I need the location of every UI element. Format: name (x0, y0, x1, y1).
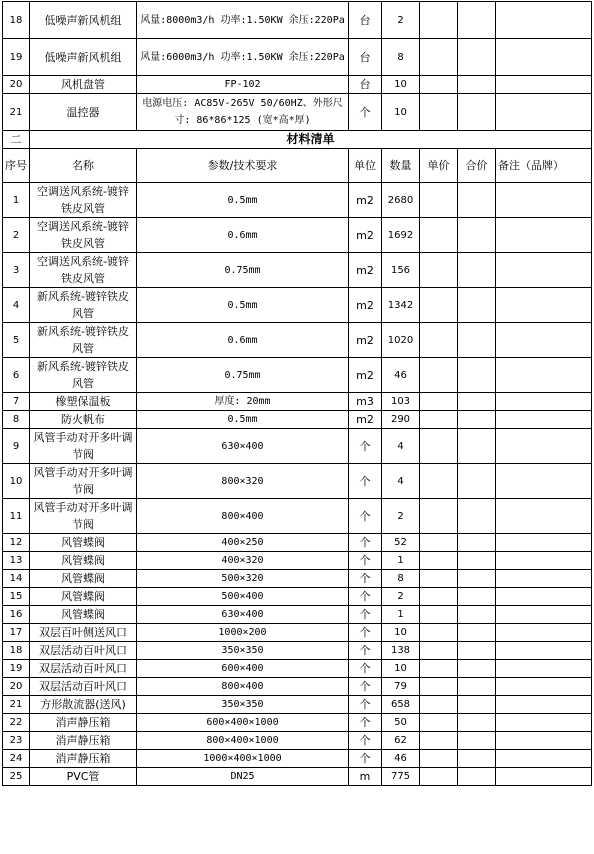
item-price (420, 76, 458, 94)
item-remark (496, 750, 592, 768)
item-remark (496, 429, 592, 464)
item-qty: 1 (382, 552, 420, 570)
header-price: 单价 (420, 149, 458, 183)
item-unit: 个 (349, 732, 382, 750)
item-remark (496, 588, 592, 606)
row-number: 9 (3, 429, 30, 464)
item-total (458, 660, 496, 678)
item-name: 温控器 (30, 94, 137, 131)
table-row (3, 218, 592, 253)
item-remark (496, 218, 592, 253)
item-qty: 8 (382, 570, 420, 588)
item-unit: m2 (349, 323, 382, 358)
item-name: 新风系统-镀锌铁皮风管 (30, 323, 137, 358)
item-qty: 10 (382, 660, 420, 678)
item-unit: 个 (349, 642, 382, 660)
item-remark (496, 499, 592, 534)
row-number: 5 (3, 323, 30, 358)
item-name: 低噪声新风机组 (30, 2, 137, 39)
item-unit: 个 (349, 660, 382, 678)
item-price (420, 288, 458, 323)
item-name: 双层百叶侧送风口 (30, 624, 137, 642)
item-price (420, 606, 458, 624)
header-remark: 备注（品牌） (496, 149, 592, 183)
item-price (420, 358, 458, 393)
item-total (458, 624, 496, 642)
row-number: 21 (3, 696, 30, 714)
item-total (458, 253, 496, 288)
item-unit: 台 (349, 76, 382, 94)
item-name: 风管手动对开多叶调节阀 (30, 429, 137, 464)
item-total (458, 606, 496, 624)
item-qty: 1020 (382, 323, 420, 358)
item-total (458, 642, 496, 660)
row-number: 15 (3, 588, 30, 606)
item-unit: 个 (349, 696, 382, 714)
item-price (420, 534, 458, 552)
item-name: 消声静压箱 (30, 750, 137, 768)
item-param: 0.5mm (137, 288, 349, 323)
item-total (458, 218, 496, 253)
item-remark (496, 288, 592, 323)
item-param: 400×250 (137, 534, 349, 552)
item-name: 空调送风系统-镀锌铁皮风管 (30, 183, 137, 218)
table-row (3, 393, 592, 411)
item-param: 0.5mm (137, 411, 349, 429)
item-param: 1000×200 (137, 624, 349, 642)
item-total (458, 2, 496, 39)
item-unit: 台 (349, 2, 382, 39)
table-row (3, 2, 592, 39)
item-unit: 个 (349, 534, 382, 552)
table-row (3, 714, 592, 732)
table-row (3, 606, 592, 624)
row-number: 4 (3, 288, 30, 323)
item-unit: 个 (349, 552, 382, 570)
item-name: 橡塑保温板 (30, 393, 137, 411)
item-qty: 46 (382, 358, 420, 393)
row-number: 20 (3, 76, 30, 94)
item-param: 厚度: 20mm (137, 393, 349, 411)
item-name: 风管蝶阀 (30, 570, 137, 588)
item-remark (496, 552, 592, 570)
item-unit: m2 (349, 358, 382, 393)
item-param: 630×400 (137, 606, 349, 624)
item-unit: 台 (349, 39, 382, 76)
item-remark (496, 94, 592, 131)
item-name: 空调送风系统-镀锌铁皮风管 (30, 253, 137, 288)
row-number: 19 (3, 39, 30, 76)
table-row (3, 499, 592, 534)
header-param: 参数/技术要求 (137, 149, 349, 183)
item-remark (496, 358, 592, 393)
item-param: 630×400 (137, 429, 349, 464)
item-remark (496, 606, 592, 624)
row-number: 21 (3, 94, 30, 131)
row-number: 23 (3, 732, 30, 750)
item-price (420, 624, 458, 642)
row-number: 17 (3, 624, 30, 642)
item-name: 新风系统-镀锌铁皮风管 (30, 358, 137, 393)
row-number: 7 (3, 393, 30, 411)
item-total (458, 750, 496, 768)
table-row (3, 552, 592, 570)
item-total (458, 678, 496, 696)
table-row (3, 570, 592, 588)
item-price (420, 39, 458, 76)
item-param: 1000×400×1000 (137, 750, 349, 768)
table-row (3, 696, 592, 714)
item-remark (496, 464, 592, 499)
header-no: 序号 (3, 149, 30, 183)
item-total (458, 768, 496, 786)
item-qty: 4 (382, 429, 420, 464)
row-number: 22 (3, 714, 30, 732)
item-name: 消声静压箱 (30, 714, 137, 732)
item-price (420, 411, 458, 429)
table-row (3, 588, 592, 606)
item-name: 风管手动对开多叶调节阀 (30, 499, 137, 534)
item-total (458, 499, 496, 534)
item-qty: 50 (382, 714, 420, 732)
item-param: 500×320 (137, 570, 349, 588)
item-unit: m2 (349, 411, 382, 429)
table-row (3, 750, 592, 768)
item-param: 800×400×1000 (137, 732, 349, 750)
table-row (3, 768, 592, 786)
item-remark (496, 714, 592, 732)
row-number: 1 (3, 183, 30, 218)
item-qty: 10 (382, 76, 420, 94)
item-total (458, 429, 496, 464)
item-price (420, 570, 458, 588)
item-qty: 156 (382, 253, 420, 288)
item-name: 风管手动对开多叶调节阀 (30, 464, 137, 499)
item-unit: m2 (349, 183, 382, 218)
item-param: FP-102 (137, 76, 349, 94)
item-qty: 1692 (382, 218, 420, 253)
item-total (458, 534, 496, 552)
item-qty: 2 (382, 499, 420, 534)
column-header-row (3, 149, 592, 183)
item-param: 800×320 (137, 464, 349, 499)
row-number: 10 (3, 464, 30, 499)
row-number: 8 (3, 411, 30, 429)
item-price (420, 768, 458, 786)
item-param: 风量:6000m3/h 功率:1.50KW 余压:220Pa (137, 39, 349, 76)
item-name: 双层活动百叶风口 (30, 678, 137, 696)
item-price (420, 2, 458, 39)
item-unit: 个 (349, 464, 382, 499)
item-remark (496, 696, 592, 714)
item-remark (496, 534, 592, 552)
item-unit: 个 (349, 714, 382, 732)
item-qty: 138 (382, 642, 420, 660)
item-total (458, 696, 496, 714)
item-qty: 10 (382, 94, 420, 131)
item-total (458, 411, 496, 429)
item-total (458, 552, 496, 570)
table-row (3, 94, 592, 131)
item-param: 350×350 (137, 642, 349, 660)
item-param: 600×400 (137, 660, 349, 678)
item-unit: m2 (349, 288, 382, 323)
item-unit: 个 (349, 94, 382, 131)
item-price (420, 714, 458, 732)
item-param: 500×400 (137, 588, 349, 606)
row-number: 20 (3, 678, 30, 696)
item-remark (496, 323, 592, 358)
item-unit: 个 (349, 588, 382, 606)
item-remark (496, 253, 592, 288)
table-row (3, 253, 592, 288)
header-unit: 单位 (349, 149, 382, 183)
item-price (420, 732, 458, 750)
item-unit: 个 (349, 499, 382, 534)
row-number: 18 (3, 642, 30, 660)
item-param: 0.5mm (137, 183, 349, 218)
item-name: 风管蝶阀 (30, 588, 137, 606)
item-total (458, 358, 496, 393)
item-param: 风量:8000m3/h 功率:1.50KW 余压:220Pa (137, 2, 349, 39)
item-qty: 1 (382, 606, 420, 624)
item-qty: 79 (382, 678, 420, 696)
item-total (458, 588, 496, 606)
row-number: 12 (3, 534, 30, 552)
table-row (3, 429, 592, 464)
table-row (3, 534, 592, 552)
item-price (420, 642, 458, 660)
section-title: 材料清单 (30, 131, 592, 149)
item-remark (496, 660, 592, 678)
table-row (3, 39, 592, 76)
item-name: 方形散流器(送风) (30, 696, 137, 714)
item-total (458, 464, 496, 499)
item-param: 350×350 (137, 696, 349, 714)
item-total (458, 323, 496, 358)
item-qty: 1342 (382, 288, 420, 323)
item-price (420, 678, 458, 696)
item-name: 低噪声新风机组 (30, 39, 137, 76)
item-remark (496, 768, 592, 786)
item-param: 800×400 (137, 499, 349, 534)
item-price (420, 588, 458, 606)
item-remark (496, 642, 592, 660)
item-unit: m2 (349, 218, 382, 253)
item-qty: 290 (382, 411, 420, 429)
item-unit: 个 (349, 624, 382, 642)
item-price (420, 393, 458, 411)
item-price (420, 429, 458, 464)
item-total (458, 570, 496, 588)
item-name: 风管蝶阀 (30, 534, 137, 552)
item-price (420, 183, 458, 218)
item-qty: 4 (382, 464, 420, 499)
item-price (420, 660, 458, 678)
section-header-row (3, 131, 592, 149)
header-total: 合价 (458, 149, 496, 183)
item-remark (496, 76, 592, 94)
item-qty: 52 (382, 534, 420, 552)
item-name: 新风系统-镀锌铁皮风管 (30, 288, 137, 323)
item-qty: 2680 (382, 183, 420, 218)
item-param: 电源电压: AC85V-265V 50/60HZ、外形尺寸: 86*86*125 (宽*高*厚) (137, 94, 349, 131)
row-number: 16 (3, 606, 30, 624)
item-total (458, 39, 496, 76)
item-name: 双层活动百叶风口 (30, 660, 137, 678)
header-name: 名称 (30, 149, 137, 183)
row-number: 13 (3, 552, 30, 570)
item-qty: 10 (382, 624, 420, 642)
item-remark (496, 678, 592, 696)
item-unit: 个 (349, 570, 382, 588)
item-qty: 2 (382, 2, 420, 39)
item-price (420, 750, 458, 768)
item-remark (496, 570, 592, 588)
item-total (458, 714, 496, 732)
item-name: PVC管 (30, 768, 137, 786)
item-remark (496, 2, 592, 39)
table-row (3, 624, 592, 642)
item-total (458, 183, 496, 218)
item-qty: 658 (382, 696, 420, 714)
item-unit: 个 (349, 429, 382, 464)
item-price (420, 253, 458, 288)
item-price (420, 218, 458, 253)
item-name: 风管蝶阀 (30, 606, 137, 624)
item-param: 600×400×1000 (137, 714, 349, 732)
materials-table (2, 1, 592, 786)
item-qty: 8 (382, 39, 420, 76)
item-qty: 2 (382, 588, 420, 606)
item-total (458, 732, 496, 750)
item-name: 消声静压箱 (30, 732, 137, 750)
item-param: DN25 (137, 768, 349, 786)
item-unit: 个 (349, 750, 382, 768)
item-param: 800×400 (137, 678, 349, 696)
row-number: 24 (3, 750, 30, 768)
item-remark (496, 393, 592, 411)
item-name: 防火帆布 (30, 411, 137, 429)
table-row (3, 288, 592, 323)
table-row (3, 732, 592, 750)
item-qty: 46 (382, 750, 420, 768)
item-param: 0.6mm (137, 218, 349, 253)
table-row (3, 660, 592, 678)
item-remark (496, 732, 592, 750)
item-qty: 775 (382, 768, 420, 786)
item-price (420, 552, 458, 570)
row-number: 3 (3, 253, 30, 288)
item-remark (496, 39, 592, 76)
item-total (458, 393, 496, 411)
table-row (3, 183, 592, 218)
table-row (3, 358, 592, 393)
item-param: 0.75mm (137, 253, 349, 288)
table-row (3, 323, 592, 358)
item-price (420, 464, 458, 499)
item-name: 风机盘管 (30, 76, 137, 94)
row-number: 11 (3, 499, 30, 534)
table-row (3, 411, 592, 429)
item-name: 双层活动百叶风口 (30, 642, 137, 660)
item-param: 400×320 (137, 552, 349, 570)
item-remark (496, 183, 592, 218)
item-total (458, 94, 496, 131)
item-unit: 个 (349, 606, 382, 624)
item-price (420, 94, 458, 131)
table-row (3, 464, 592, 499)
item-total (458, 76, 496, 94)
item-unit: m3 (349, 393, 382, 411)
row-number: 25 (3, 768, 30, 786)
item-unit: m (349, 768, 382, 786)
item-remark (496, 411, 592, 429)
item-remark (496, 624, 592, 642)
item-total (458, 288, 496, 323)
row-number: 19 (3, 660, 30, 678)
item-unit: m2 (349, 253, 382, 288)
row-number: 18 (3, 2, 30, 39)
row-number: 6 (3, 358, 30, 393)
row-number: 14 (3, 570, 30, 588)
header-qty: 数量 (382, 149, 420, 183)
table-row (3, 76, 592, 94)
item-name: 空调送风系统-镀锌铁皮风管 (30, 218, 137, 253)
item-name: 风管蝶阀 (30, 552, 137, 570)
item-param: 0.75mm (137, 358, 349, 393)
item-price (420, 323, 458, 358)
item-param: 0.6mm (137, 323, 349, 358)
row-number: 2 (3, 218, 30, 253)
item-qty: 103 (382, 393, 420, 411)
section-number: 二 (3, 131, 30, 149)
item-unit: 个 (349, 678, 382, 696)
item-price (420, 696, 458, 714)
item-qty: 62 (382, 732, 420, 750)
table-row (3, 678, 592, 696)
table-row (3, 642, 592, 660)
item-price (420, 499, 458, 534)
